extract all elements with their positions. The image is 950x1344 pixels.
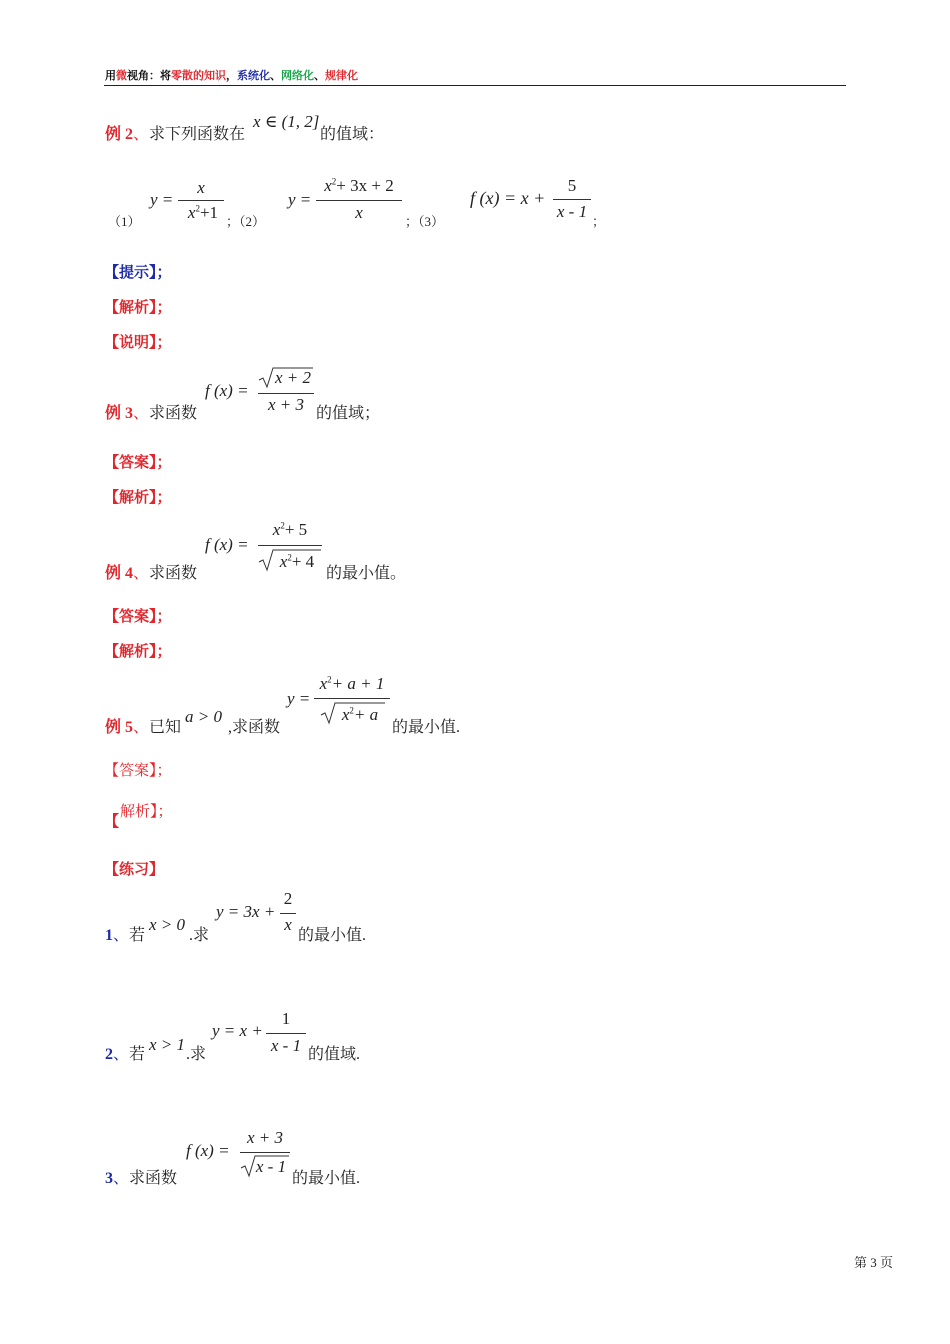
- ex3-analysis: 【解析】；: [104, 490, 172, 506]
- q3-text-a: 求函数: [129, 1170, 178, 1187]
- q2-bar: [266, 1033, 306, 1034]
- ex2-label: 例 2: [105, 126, 134, 143]
- q1-fnum: 2: [283, 889, 293, 908]
- header-part: 规律化: [325, 69, 358, 82]
- q3-fnum: x + 3: [246, 1128, 284, 1147]
- ex2-n3: ；（3）: [405, 214, 445, 229]
- ex2-f3-lhs: f (x) = x +: [470, 188, 546, 208]
- ex2-f1-lhs: y =: [150, 190, 174, 209]
- ex2-f2-num: $x^2+ 3x + 2$: [324, 176, 394, 195]
- ex3-bar: [258, 393, 314, 394]
- ex4-num: $x^2+ 5$: [272, 520, 308, 539]
- ex5-analysis-bracket: 【: [104, 814, 120, 830]
- ex2-f3-bar: [553, 199, 591, 200]
- ex2-n1: （1）: [108, 214, 141, 229]
- q1-sep: 、: [113, 927, 130, 944]
- ex4-sep: 、: [133, 565, 150, 582]
- ex4-analysis: 【解析】；: [104, 644, 172, 660]
- q1-fden: x: [284, 915, 292, 934]
- ex4-line: [105, 560, 197, 583]
- ex2-f1-num: x: [197, 178, 205, 197]
- ex5-bar: [314, 698, 390, 699]
- ex4-label: 例 4: [105, 565, 134, 582]
- page-header: [105, 67, 358, 83]
- q1-text-c: 的最小值.: [298, 927, 367, 944]
- ex3-answer: 【答案】；: [104, 455, 172, 471]
- header-rule: [104, 85, 846, 86]
- ex2-analysis: 【解析】；: [104, 300, 172, 316]
- ex5-text-b: ,求函数: [228, 719, 281, 736]
- header-part: 用: [105, 69, 116, 82]
- ex3-lhs: f (x) =: [205, 381, 249, 400]
- q3-num: 3: [105, 1170, 113, 1187]
- ex3-text-a: 求函数: [149, 405, 198, 422]
- header-part: 系统化: [237, 69, 270, 82]
- q3-fden: x - 1: [255, 1157, 287, 1176]
- ex3-num: x + 2: [274, 368, 312, 387]
- q2-text-b: .求: [186, 1046, 207, 1063]
- q2-fden: x - 1: [270, 1036, 302, 1055]
- ex5-line: [105, 714, 181, 737]
- ex4-text-a: 求函数: [149, 565, 198, 582]
- ex4-lhs: f (x) =: [205, 535, 249, 554]
- ex2-text-b: 的值域：: [320, 126, 385, 143]
- q2-line: [105, 1041, 145, 1064]
- ex5-text-c: 的最小值.: [392, 719, 461, 736]
- header-part: 、: [270, 69, 281, 82]
- ex2-sep: 、: [133, 126, 150, 143]
- ex2-domain: x ∈ (1, 2]: [253, 112, 320, 131]
- ex2-f2-bar: [316, 200, 402, 201]
- q2-cond: x > 1: [149, 1035, 186, 1054]
- ex4-text-b: 的最小值。: [326, 565, 407, 582]
- q2-fnum: 1: [281, 1009, 291, 1028]
- header-part: 零散的知识: [171, 69, 226, 82]
- ex4-answer: 【答案】；: [104, 609, 172, 625]
- ex4-bar: [258, 545, 322, 546]
- q1-lhs: y = 3x +: [216, 902, 276, 921]
- ex3-sep: 、: [133, 405, 150, 422]
- ex2-f3-num: 5: [567, 176, 577, 195]
- q2-num: 2: [105, 1046, 113, 1063]
- q1-text-b: .求: [189, 927, 210, 944]
- ex2-f3-den: x - 1: [556, 202, 588, 221]
- ex2-f2-lhs: y =: [288, 190, 312, 209]
- ex2-hint: 【提示】；: [104, 265, 172, 281]
- q2-sep: 、: [113, 1046, 130, 1063]
- ex5-sep: 、: [133, 719, 150, 736]
- ex5-num: $x^2+ a + 1$: [319, 674, 385, 693]
- ex5-label: 例 5: [105, 719, 134, 736]
- q3-line: [105, 1165, 177, 1188]
- ex5-lhs: y =: [287, 689, 311, 708]
- q2-text-a: 若: [129, 1046, 146, 1063]
- ex3-den: x + 3: [267, 395, 305, 414]
- q3-sep: 、: [113, 1170, 130, 1187]
- ex2-note: 【说明】；: [104, 335, 172, 351]
- page-number: 第 3 页: [853, 1255, 893, 1270]
- q3-text-c: 的最小值.: [292, 1170, 361, 1187]
- q1-cond: x > 0: [149, 915, 186, 934]
- q1-line: [105, 922, 145, 945]
- header-part: ，: [226, 69, 237, 82]
- practice-title: 【练习】: [104, 862, 165, 878]
- ex2-f2-den: x: [355, 203, 363, 222]
- ex5-analysis-rest: 解析】；: [120, 804, 173, 820]
- ex2-f1-den: $x^2+1$: [187, 203, 219, 222]
- ex3-line: [105, 400, 197, 423]
- q2-text-c: 的值域.: [308, 1046, 361, 1063]
- q1-num: 1: [105, 927, 113, 944]
- ex3-label: 例 3: [105, 405, 134, 422]
- ex5-den: $x^2+ a$: [341, 705, 379, 724]
- ex5-answer: 【答案】；: [104, 763, 172, 779]
- q1-text-a: 若: [129, 927, 146, 944]
- ex4-den: $x^2+ 4$: [279, 552, 315, 571]
- q3-lhs: f (x) =: [186, 1141, 230, 1160]
- header-part: 、: [314, 69, 325, 82]
- header-part: 微: [116, 69, 127, 82]
- ex2-f1-bar: [178, 200, 224, 201]
- ex5-cond: a > 0: [185, 707, 222, 726]
- header-part: 视角：将: [127, 69, 171, 82]
- q1-bar: [280, 913, 296, 914]
- ex2-line: [105, 121, 245, 144]
- ex2-text-a: 求下列函数在: [149, 126, 246, 143]
- q2-lhs: y = x +: [212, 1021, 263, 1040]
- ex3-text-b: 的值域；: [316, 405, 381, 422]
- header-part: 网络化: [281, 69, 314, 82]
- ex2-end: ；: [592, 214, 606, 229]
- ex5-text-a: 已知: [149, 719, 182, 736]
- ex2-n2: ；（2）: [226, 214, 266, 229]
